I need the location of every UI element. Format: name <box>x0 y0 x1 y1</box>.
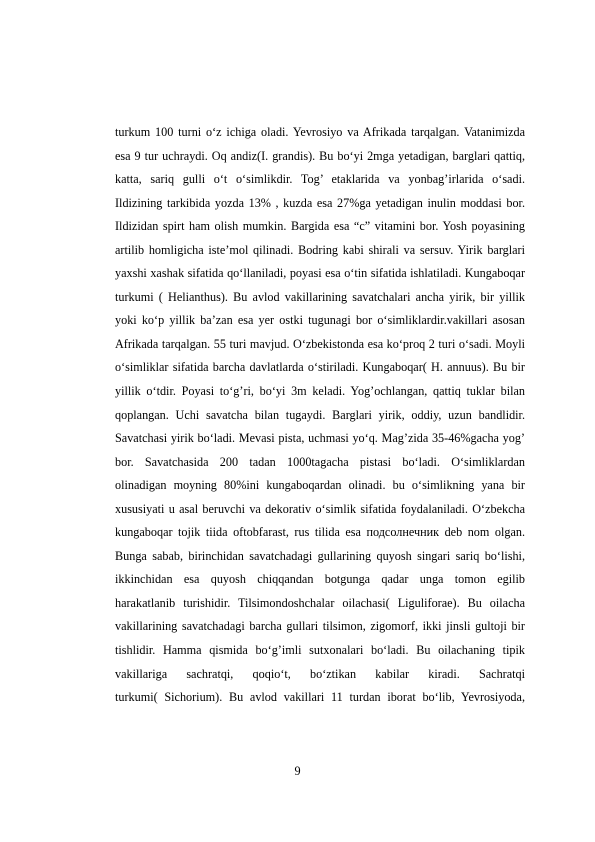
text-line: katta, sariq gulli o‘t o‘simlikdir. Tog’ etaklarida va yonbag’irlarida o‘sadi. <box>115 172 525 187</box>
text-line: turkum 100 turni o‘z ichiga oladi. Yevrosiyo va Afrikada tarqalgan. Vatanimizda <box>115 125 525 139</box>
text-line: Bunga sabab, birinchidan savatchadagi gullarining quyosh singari sariq bo‘lishi, <box>115 548 525 563</box>
text-line: olinadigan moyning 80%ini kungaboqardan olinadi. bu o‘simlikning yana bir <box>115 478 525 493</box>
text-line: ikkinchidan esa quyosh chiqqandan botgunga qadar unga tomon egilib <box>115 572 525 587</box>
text-line: artilib homligicha iste’mol qilinadi. Bodring kabi shirali va sersuv. Yirik barglari <box>115 242 525 257</box>
text-line: o‘simliklar sifatida barcha davlatlarda o‘stiriladi. Kungaboqar( H. annuus). Bu bir <box>115 360 525 375</box>
page-number: 9 <box>294 764 301 778</box>
text-line: yoki ko‘p yillik ba’zan esa yer ostki tugunagi bor o‘simliklardir.vakillari asosan <box>115 313 525 328</box>
text-line: vakillariga sachratqi, qoqio‘t, bo‘ztikan kabilar kiradi. Sachratqi <box>115 666 525 681</box>
text-line: turkumi( Sichorium). Bu avlod vakillari 11 turdan iborat bo‘lib, Yevrosiyoda, <box>115 690 525 705</box>
text-line: qoplangan. Uchi savatcha bilan tugaydi. Barglari yirik, oddiy, uzun bandlidir. <box>115 407 525 422</box>
text-line: tishlidir. Hamma qismida bo‘g’imli sutxonalari bo‘ladi. Bu oilachaning tipik <box>115 643 525 658</box>
text-line: xususiyati u asal beruvchi va dekorativ o‘simlik sifatida foydalaniladi. O‘zbekcha <box>115 501 525 516</box>
body-text <box>115 121 525 710</box>
text-line: Ildizining tarkibida yozda 13% , kuzda esa 27%ga yetadigan inulin moddasi bor. <box>115 195 525 210</box>
text-line: turkumi ( Helianthus). Bu avlod vakillarining savatchalari ancha yirik, bir yillik <box>115 289 525 304</box>
text-line: Afrikada tarqalgan. 55 turi mavjud. O‘zbekistonda esa ko‘proq 2 turi o‘sadi. Moyli <box>115 336 525 351</box>
text-line: yillik o‘tdir. Poyasi to‘g’ri, bo‘yi 3m keladi. Yog’ochlangan, qattiq tuklar bilan <box>115 384 525 399</box>
text-line: Savatchasi yirik bo‘ladi. Mevasi pista, uchmasi yo‘q. Mag’zida 35-46%gacha yog’ <box>115 431 525 446</box>
text-line: esa 9 tur uchraydi. Oq andiz(I. grandis). Bu bo‘yi 2mga yetadigan, barglari qattiq, <box>115 148 525 163</box>
text-line: yaxshi xashak sifatida qo‘llaniladi, poyasi esa o‘tin sifatida ishlatiladi. Kungaboqar <box>115 266 525 281</box>
text-line: kungaboqar tojik tiida oftobfarast, rus tilida esa подсолнечник deb nom olgan. <box>115 525 525 540</box>
text-line: Ildizidan spirt ham olish mumkin. Bargida esa “c” vitamini bor. Yosh poyasining <box>115 219 525 234</box>
text-line: bor. Savatchasida 200 tadan 1000tagacha pistasi bo‘ladi. O‘simliklardan <box>115 454 525 469</box>
text-line: vakillarining savatchadagi barcha gullari tilsimon, zigomorf, ikki jinsli gultoji bir <box>115 619 525 634</box>
text-line: harakatlanib turishidir. Tilsimondoshchalar oilachasi( Liguliforae). Bu oilacha <box>115 595 525 610</box>
